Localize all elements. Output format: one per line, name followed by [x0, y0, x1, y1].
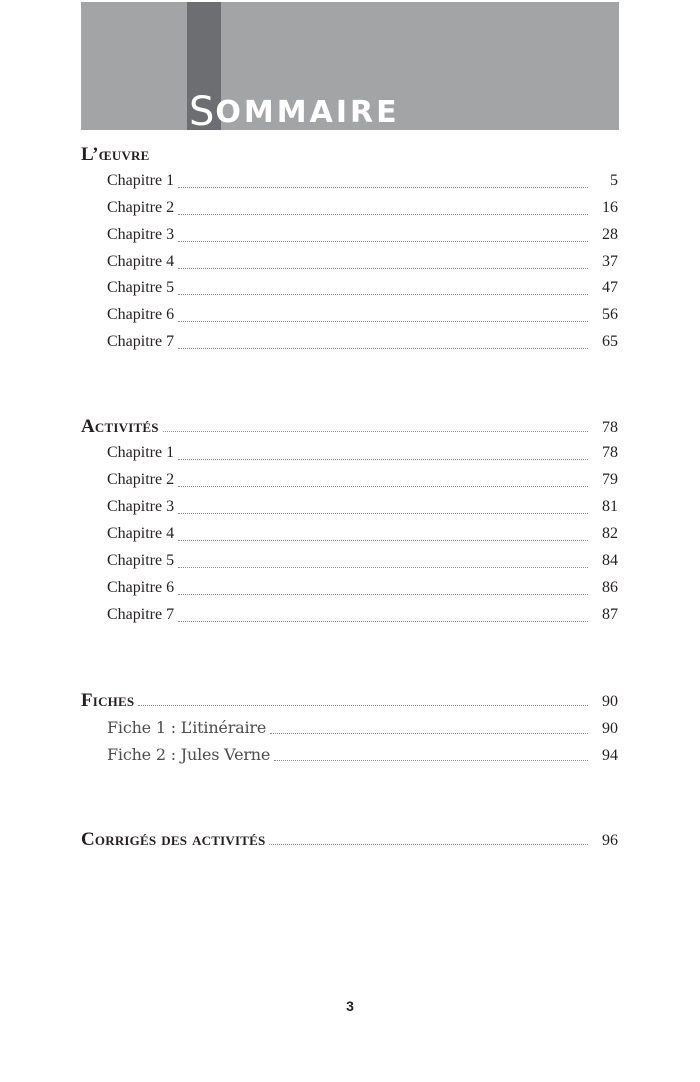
section-heading-oeuvre[interactable]	[0, 144, 700, 166]
section-page-number: 78	[602, 419, 618, 436]
entry-label: Chapitre 4	[107, 253, 175, 270]
toc-entry[interactable]	[0, 444, 700, 466]
dot-leader	[178, 621, 588, 622]
toc-entry[interactable]	[0, 226, 700, 248]
toc-entry[interactable]	[0, 525, 700, 547]
dot-leader	[178, 513, 588, 514]
entry-page-number: 90	[602, 720, 618, 737]
entry-label: Fiche 2 : Jules Verne	[107, 745, 271, 764]
entry-page-number: 84	[602, 552, 618, 569]
dot-leader	[178, 594, 588, 595]
section-heading-activites[interactable]	[0, 416, 700, 438]
section-page-number: 90	[602, 693, 618, 710]
toc-entry[interactable]	[0, 606, 700, 628]
entry-label: Chapitre 6	[107, 306, 175, 323]
section-page-number: 96	[602, 832, 618, 849]
entry-label: Chapitre 6	[107, 579, 175, 596]
entry-page-number: 82	[602, 525, 618, 542]
section-heading-corriges[interactable]	[0, 829, 700, 851]
title-initial: S	[189, 89, 216, 135]
entry-page-number: 87	[602, 606, 618, 623]
section-title: Fiches	[81, 690, 135, 711]
entry-page-number: 78	[602, 444, 618, 461]
section-title: Activités	[81, 416, 159, 437]
toc-entry[interactable]	[0, 172, 700, 194]
toc-entry[interactable]	[0, 718, 700, 740]
toc-entry[interactable]	[0, 333, 700, 355]
entry-page-number: 79	[602, 471, 618, 488]
entry-label: Chapitre 3	[107, 226, 175, 243]
entry-label: Chapitre 7	[107, 606, 175, 623]
entry-label: Chapitre 1	[107, 444, 175, 461]
entry-label: Chapitre 2	[107, 471, 175, 488]
dot-leader	[178, 567, 588, 568]
dot-leader	[178, 321, 588, 322]
dot-leader	[178, 459, 588, 460]
toc-entry[interactable]	[0, 253, 700, 275]
entry-label: Fiche 1 : L’itinéraire	[107, 718, 267, 737]
toc-entry[interactable]	[0, 579, 700, 601]
entry-page-number: 16	[602, 199, 618, 216]
entry-page-number: 65	[602, 333, 618, 350]
dot-leader	[178, 540, 588, 541]
entry-page-number: 37	[602, 253, 618, 270]
entry-page-number: 86	[602, 579, 618, 596]
title-rest: OMMAIRE	[215, 95, 400, 130]
dot-leader	[274, 760, 588, 761]
entry-page-number: 28	[602, 226, 618, 243]
dot-leader	[138, 705, 588, 706]
section-heading-fiches[interactable]	[0, 690, 700, 712]
dot-leader	[178, 214, 588, 215]
entry-label: Chapitre 5	[107, 279, 175, 296]
toc-entry[interactable]	[0, 745, 700, 767]
entry-label: Chapitre 2	[107, 199, 175, 216]
section-title: L’œuvre	[81, 144, 150, 165]
entry-page-number: 47	[602, 279, 618, 296]
entry-page-number: 81	[602, 498, 618, 515]
toc-entry[interactable]	[0, 306, 700, 328]
page-number: 3	[346, 998, 354, 1014]
entry-page-number: 94	[602, 747, 618, 764]
section-title: Corrigés des activités	[81, 829, 266, 850]
dot-leader	[178, 348, 588, 349]
page-title	[189, 89, 400, 135]
dot-leader	[269, 844, 588, 845]
toc-entry[interactable]	[0, 199, 700, 221]
toc-header-band	[81, 2, 619, 135]
dot-leader	[178, 187, 588, 188]
dot-leader	[178, 294, 588, 295]
entry-label: Chapitre 1	[107, 172, 175, 189]
dot-leader	[178, 268, 588, 269]
entry-label: Chapitre 4	[107, 525, 175, 542]
dot-leader	[178, 241, 588, 242]
entry-page-number: 56	[602, 306, 618, 323]
entry-label: Chapitre 7	[107, 333, 175, 350]
entry-label: Chapitre 3	[107, 498, 175, 515]
toc-entry[interactable]	[0, 498, 700, 520]
dot-leader	[270, 733, 588, 734]
toc-entry[interactable]	[0, 471, 700, 493]
toc-entry[interactable]	[0, 279, 700, 301]
dot-leader	[178, 486, 588, 487]
toc-entry[interactable]	[0, 552, 700, 574]
entry-page-number: 5	[610, 172, 618, 189]
entry-label: Chapitre 5	[107, 552, 175, 569]
dot-leader	[163, 431, 588, 432]
